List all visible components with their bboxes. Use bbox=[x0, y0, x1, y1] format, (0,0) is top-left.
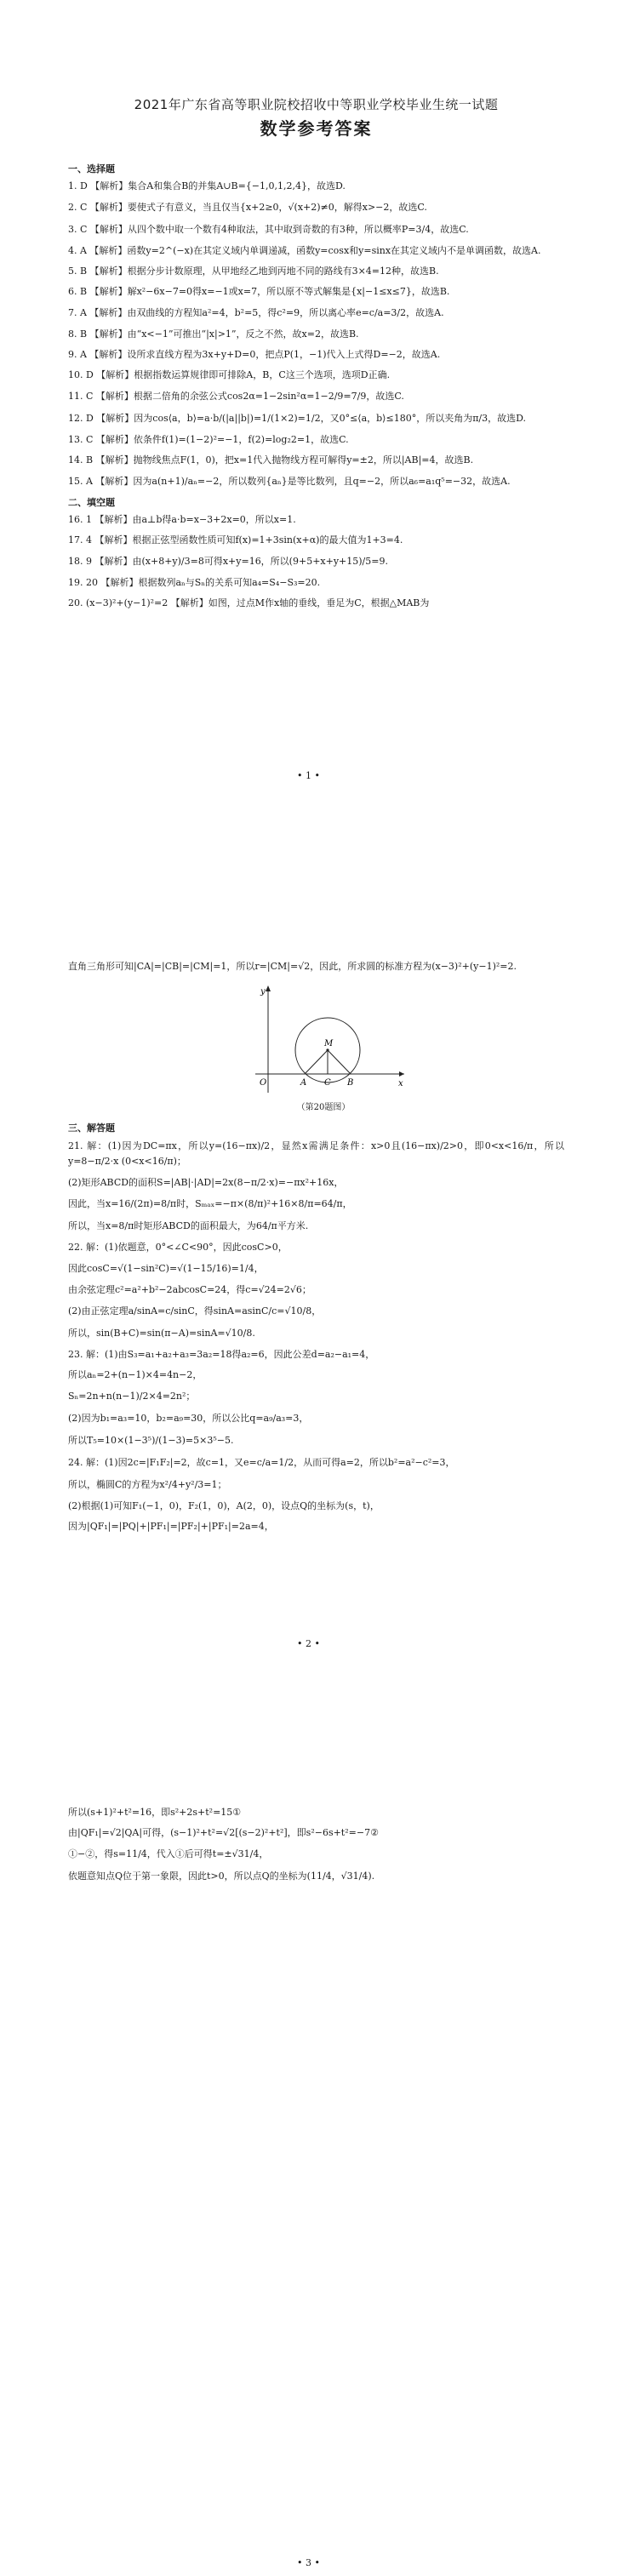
point-b-label: B bbox=[347, 1078, 354, 1088]
list-item: 5. B 【解析】根据分步计数原理，从甲地经乙地到丙地不同的路线有3×4=12种，故选B. bbox=[68, 266, 439, 277]
list-item: (2)矩形ABCD的面积S=|AB|·|AD|=2x(8−π/2·x)=−πx²+16x， bbox=[68, 1177, 344, 1188]
page-number: • 1 • bbox=[297, 770, 320, 781]
point-m bbox=[326, 1048, 328, 1051]
figure-caption: （第20题图） bbox=[296, 1103, 351, 1112]
list-item: 10. D 【解析】根据指数运算规律即可排除A，B，C这三个选项，选项D正确. bbox=[68, 369, 391, 380]
page-2-content bbox=[68, 960, 564, 1540]
page-3-content bbox=[68, 1806, 564, 1891]
section-heading-fill: 二、填空题 bbox=[68, 497, 115, 508]
figure-20 bbox=[238, 982, 408, 1110]
list-item: 所以，椭圆C的方程为x²/4+y²/3=1； bbox=[68, 1479, 227, 1490]
list-item: 因为|QF₁|=|PQ|+|PF₁|=|PF₂|+|PF₁|=2a=4， bbox=[68, 1521, 274, 1532]
list-item: 23. 解：(1)由S₃=a₁+a₂+a₃=3a₂=18得a₂=6，因此公差d=a₂−a₁=4， bbox=[68, 1349, 375, 1360]
list-item: 22. 解：(1)依题意，0°<∠C<90°，因此cosC>0， bbox=[68, 1242, 288, 1253]
list-item: 6. B 【解析】解x²−6x−7=0得x=−1或x=7，所以原不等式解集是{x|−1≤x≤7}，故选B. bbox=[68, 286, 450, 297]
list-item: 由|QF₁|=√2|QA|可得，(s−1)²+t²=√2[(s−2)²+t²]，即s²−6s+t²=−7② bbox=[68, 1827, 379, 1838]
fill-list bbox=[68, 513, 564, 610]
section-heading-answer: 三、解答题 bbox=[68, 1122, 115, 1134]
section-heading-choice: 一、选择题 bbox=[68, 163, 115, 174]
list-item: 所以，sin(B+C)=sin(π−A)=sinA=√10/8. bbox=[68, 1328, 255, 1339]
segment-mb bbox=[328, 1050, 351, 1074]
page-1-content bbox=[68, 0, 564, 617]
list-item: 2. C 【解析】要使式子有意义，当且仅当{x+2≥0，√(x+2)≠0，解得x>−2，故选C. bbox=[68, 202, 427, 213]
list-item: (2)因为b₁=a₃=10，b₂=a₉=30，所以公比q=a₉/a₃=3， bbox=[68, 1413, 309, 1424]
page-1 bbox=[0, 0, 617, 860]
list-item: 因此cosC=√(1−sin²C)=√(1−15/16)=1/4， bbox=[68, 1263, 264, 1274]
list-item: 14. B 【解析】抛物线焦点F(1，0)，把x=1代入抛物线方程可解得y=±2，所以|AB|=4，故选B. bbox=[68, 454, 474, 466]
list-item: 9. A 【解析】设所求直线方程为3x+y+D=0，把点P(1，−1)代入上式得D=−2，故选A. bbox=[68, 349, 441, 360]
list-item: 21. 解：(1)因为DC=πx，所以y=(16−πx)/2，显然x需满足条件：x>0且(16−πx)/2>0，即0<x<16/π，所以y=8−π/2·x (0<x<16/π)； bbox=[68, 1140, 564, 1167]
page-number: • 2 • bbox=[297, 1638, 320, 1649]
y-axis-label: y bbox=[260, 987, 266, 997]
list-item: 19. 20 【解析】根据数列aₙ与Sₙ的关系可知a₄=S₄−S₃=20. bbox=[68, 577, 321, 588]
choice-list bbox=[68, 180, 564, 489]
list-item: 17. 4 【解析】根据正弦型函数性质可知f(x)=1+3sin(x+α)的最大值为1+3=4. bbox=[68, 534, 403, 545]
list-item: 18. 9 【解析】由(x+8+y)/3=8可得x+y=16，所以(9+5+x+y+15)/5=9. bbox=[68, 556, 388, 567]
list-item: 13. C 【解析】依条件f(1)=(1−2)²=−1，f(2)=log₂2=1，故选C. bbox=[68, 434, 349, 445]
list-item: 因此，当x=16/(2π)=8/π时，Sₘₐₓ=−π×(8/π)²+16×8/π=64/π， bbox=[68, 1198, 352, 1209]
list-item: 12. D 【解析】因为cos⟨a，b⟩=a·b/(|a||b|)=1/(1×2)=1/2，又0°≤⟨a，b⟩≤180°，所以夹角为π/3，故选D. bbox=[68, 413, 527, 424]
list-item: 24. 解：(1)因2c=|F₁F₂|=2，故c=1，又e=c/a=1/2，从而可得a=2，所以b²=a²−c²=3， bbox=[68, 1457, 455, 1468]
x-axis-arrow bbox=[399, 1071, 404, 1077]
list-item: 3. C 【解析】从四个数中取一个数有4种取法，其中取到奇数的有3种，所以概率P=3/4，故选C. bbox=[68, 224, 469, 235]
list-item: 所以T₅=10×(1−3⁵)/(1−3)=5×3⁵−5. bbox=[68, 1435, 234, 1446]
point-a-label: A bbox=[300, 1078, 307, 1088]
list-item: 所以，当x=8/π时矩形ABCD的面积最大，为64/π平方米. bbox=[68, 1220, 309, 1231]
document-subtitle: 数学参考答案 bbox=[260, 118, 373, 139]
list-item: 1. D 【解析】集合A和集合B的并集A∪B={−1,0,1,2,4}，故选D. bbox=[68, 180, 346, 191]
list-item: 7. A 【解析】由双曲线的方程知a²=4，b²=5，得c²=9，所以离心率e=c/a=3/2，故选A. bbox=[68, 307, 444, 318]
answer-list bbox=[68, 1139, 564, 1534]
point-m-label: M bbox=[324, 1039, 334, 1048]
list-item: 15. A 【解析】因为a(n+1)/aₙ=−2，所以数列{aₙ}是等比数列，且q=−2，所以a₆=a₁q⁵=−32，故选A. bbox=[68, 476, 511, 487]
list-item: 4. A 【解析】函数y=2^(−x)在其定义域内单调递减，函数y=cosx和y=sinx在其定义域内不是单调函数，故选A. bbox=[68, 245, 541, 256]
segment-ma bbox=[305, 1050, 328, 1074]
document-title: 2021年广东省高等职业院校招收中等职业学校毕业生统一试题 bbox=[134, 97, 499, 112]
page-3 bbox=[0, 1719, 617, 2576]
circle-diagram bbox=[238, 982, 408, 1097]
list-item: ①−②，得s=11/4，代入①后可得t=±√31/4， bbox=[68, 1848, 269, 1859]
page-number: • 3 • bbox=[297, 2557, 320, 2568]
list-item: 由余弦定理c²=a²+b²−2abcosC=24，得c=√24=2√6； bbox=[68, 1284, 311, 1295]
origin-label: O bbox=[260, 1078, 267, 1088]
list-item: 8. B 【解析】由“x<−1”可推出“|x|>1”，反之不然，故x=2，故选B. bbox=[68, 328, 359, 340]
list-item: 20. (x−3)²+(y−1)²=2 【解析】如图，过点M作x轴的垂线，垂足为C，根据△MAB为 bbox=[68, 597, 430, 608]
list-item: Sₙ=2n+n(n−1)/2×4=2n²； bbox=[68, 1391, 196, 1402]
point-c-label: C bbox=[324, 1078, 331, 1088]
list-item: 所以aₙ=2+(n−1)×4=4n−2， bbox=[68, 1369, 203, 1380]
list-item: (2)由正弦定理a/sinA=c/sinC，得sinA=asinC/c=√10/8， bbox=[68, 1305, 322, 1317]
list-item: 11. C 【解析】根据二倍角的余弦公式cos2α=1−2sin²α=1−2/9=7/9，故选C. bbox=[68, 391, 404, 402]
page-2 bbox=[0, 860, 617, 1719]
list-item: 依题意知点Q位于第一象限，因此t>0，所以点Q的坐标为(11/4，√31/4). bbox=[68, 1871, 375, 1882]
list-item: 16. 1 【解析】由a⊥b得a·b=x−3+2x=0，所以x=1. bbox=[68, 514, 296, 525]
list-item: (2)根据(1)可知F₁(−1，0)，F₂(1，0)，A(2，0)，设点Q的坐标为(s，t)， bbox=[68, 1500, 380, 1511]
x-axis-label: x bbox=[398, 1079, 403, 1088]
list-item: 所以(s+1)²+t²=16，即s²+2s+t²=15① bbox=[68, 1807, 242, 1818]
continuation-text: 直角三角形可知|CA|=|CB|=|CM|=1，所以r=|CM|=√2，因此，所求圆的标准方程为(x−3)²+(y−1)²=2. bbox=[68, 961, 517, 972]
y-axis-arrow bbox=[266, 985, 271, 991]
